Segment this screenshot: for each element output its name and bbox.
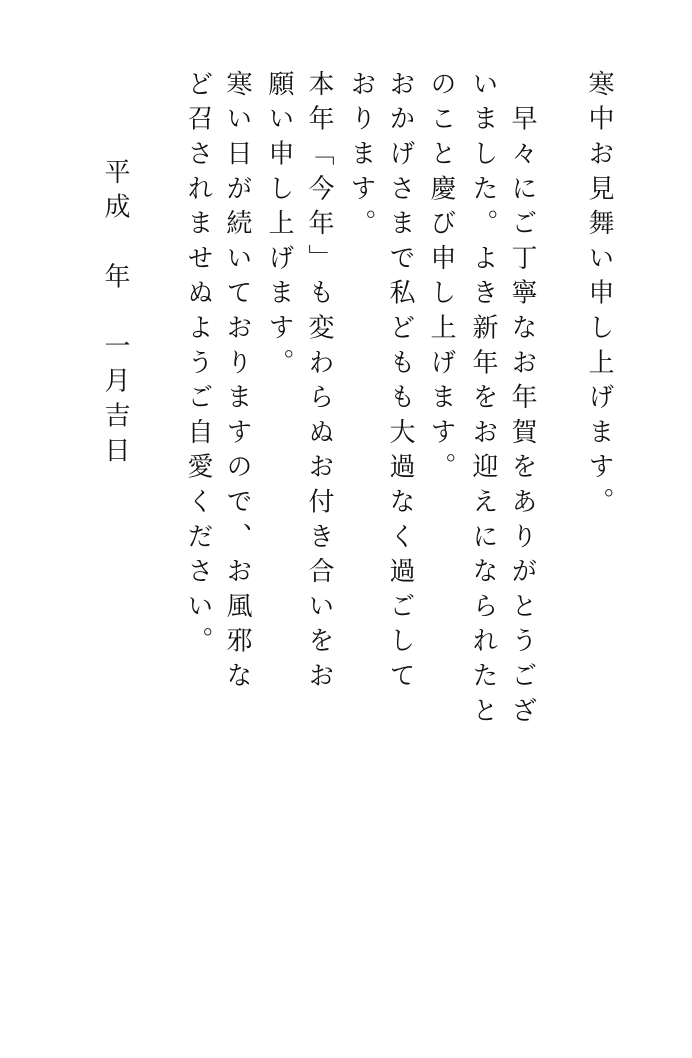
date-line: 平成 年 一月吉日: [100, 158, 130, 472]
body-line-4: おかげさまで私どもも大過なく過ごして: [385, 70, 415, 697]
body-line-3: のこと慶び申し上げます。: [426, 70, 456, 488]
body-line-2: いました。よき新年をお迎えになられたと: [468, 70, 498, 732]
body-line-1: 早々にご丁寧なお年賀をありがとうござ: [507, 70, 537, 732]
body-line-9: ど召されませぬようご自愛ください。: [183, 70, 213, 662]
body-line-8: 寒い日が続いておりますので、お風邪な: [222, 70, 252, 697]
body-line-6: 本年「今年」も変わらぬお付き合いをお: [304, 70, 334, 697]
body-line-5: おります。: [346, 70, 376, 244]
greeting-title: 寒中お見舞い申し上げます。: [584, 70, 614, 523]
body-line-7: 願い申し上げます。: [264, 70, 294, 384]
